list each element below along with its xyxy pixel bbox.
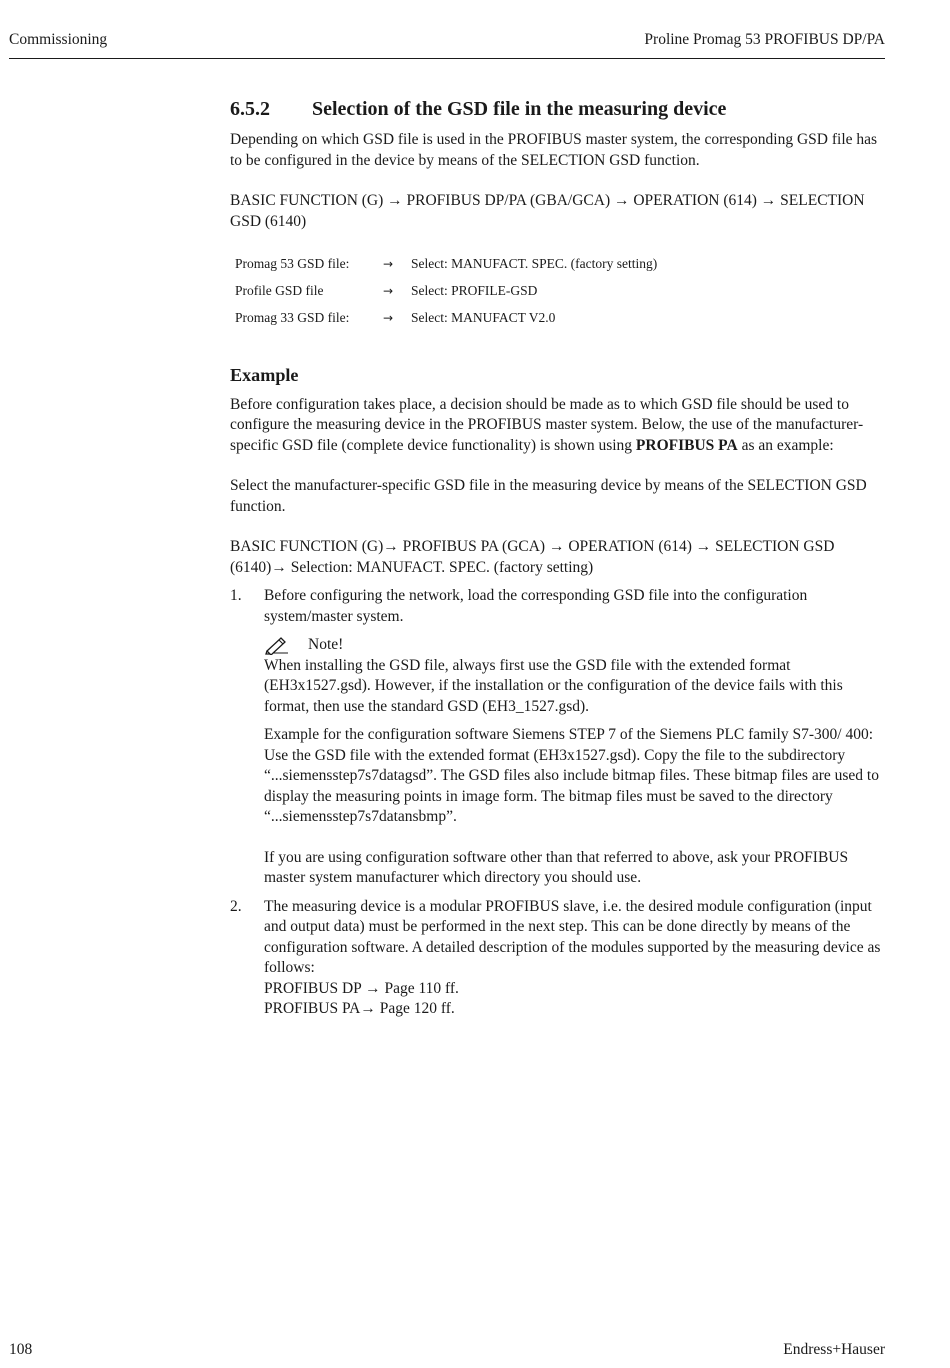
gsd-selection-cell: Select: MANUFACT. SPEC. (factory setting): [411, 256, 658, 271]
note-text: When installing the GSD file, always first use the GSD file with the extended format (EH3x1527.gsd). However, if the installation or the configuration of the device fails with this format, then use the standard GSD (EH3_1527.gsd).: [264, 656, 843, 715]
gsd-selection-cell: Select: MANUFACT V2.0: [411, 310, 556, 325]
table-row: [230, 250, 662, 277]
gsd-file-cell: Promag 33 GSD file:: [235, 310, 350, 325]
gsd-file-cell: Profile GSD file: [235, 283, 324, 298]
header-product: Proline Promag 53 PROFIBUS DP/PA: [644, 31, 885, 48]
arrow-icon: →: [382, 284, 394, 298]
note-label: Note!: [308, 636, 344, 653]
section-title: Selection of the GSD file in the measuring device: [312, 98, 727, 120]
step-text: Before configuring the network, load the corresponding GSD file into the configuration system/master system.: [264, 587, 808, 625]
gsd-selection-cell: Select: PROFILE-GSD: [411, 283, 538, 298]
example-bold-text: PROFIBUS PA: [635, 436, 738, 454]
note-title: [264, 635, 886, 656]
brand-name: Endress+Hauser: [783, 1341, 885, 1358]
example-software-heading: Example for the configuration software Siemens STEP 7 of the Siemens PLC family S7-300/ 400:: [264, 726, 873, 743]
gsd-selection-table: [230, 250, 662, 331]
example-select-paragraph: Select the manufacturer-specific GSD file in the measuring device by means of the SELECTION GSD function.: [230, 477, 867, 515]
example-heading: Example: [230, 365, 299, 385]
example-text-end: as an example:: [737, 436, 834, 454]
example-software-text: Use the GSD file with the extended format (EH3x1527.gsd). Copy the file to the subdirectory “...siemensstep7s7datagsd”. The GSD files also include bitmap files. These bitmap files are used to display the measuring points in image form. The bitmap files must be saved to the directory “...siemensstep7s7datansbmp”.: [264, 746, 879, 825]
other-software-text: If you are using configuration software other than that referred to above, ask your PROFIBUS master system manufacturer which directory you should use.: [264, 848, 849, 886]
intro-paragraph: Depending on which GSD file is used in the PROFIBUS master system, the corresponding GSD file has to be configured in the device by means of the SELECTION GSD function.: [230, 131, 878, 169]
list-item: [230, 897, 886, 1020]
function-path: BASIC FUNCTION (G) → PROFIBUS DP/PA (GBA/GCA) → OPERATION (614) → SELECTION GSD (6140): [230, 192, 865, 230]
example-function-path: BASIC FUNCTION (G)→ PROFIBUS PA (GCA) → OPERATION (614) → SELECTION GSD (6140)→ Selection: MANUFACT. SPEC. (factory setting): [230, 538, 835, 576]
header-chapter: Commissioning: [9, 31, 108, 48]
header-divider: [9, 58, 885, 59]
table-row: [230, 304, 662, 331]
arrow-icon: →: [382, 257, 394, 271]
steps-list: [230, 586, 886, 1020]
step-number: 2.: [230, 897, 242, 915]
table-row: [230, 277, 662, 304]
section-heading: [230, 96, 886, 122]
example-paragraph: [230, 395, 886, 457]
section-number: 6.5.2: [230, 98, 270, 120]
gsd-file-cell: Promag 53 GSD file:: [235, 256, 350, 271]
step-body: [264, 897, 886, 1020]
main-content: [230, 96, 886, 1028]
arrow-icon: →: [382, 311, 394, 325]
page-number: 108: [9, 1341, 33, 1358]
step-text: The measuring device is a modular PROFIBUS slave, i.e. the desired module configuration (input and output data) must be performed in the next step. This can be done directly by means of the configuration software. A detailed description of the modules supported by the measuring device as follows:: [264, 897, 881, 976]
step-number: 1.: [230, 587, 242, 604]
list-item: [230, 586, 886, 889]
page-reference-dp: PROFIBUS DP → Page 110 ff.: [264, 979, 459, 997]
example-text: Before configuration takes place, a decision should be made as to which GSD file should be used to configure the measuring device in the PROFIBUS master system. Below, the use of the manufacturer-specific GSD file (complete device functionality) is shown using: [230, 395, 864, 454]
page-reference-pa: PROFIBUS PA→ Page 120 ff.: [264, 1000, 455, 1017]
step-body: [264, 586, 886, 889]
pencil-note-icon: [264, 635, 290, 655]
